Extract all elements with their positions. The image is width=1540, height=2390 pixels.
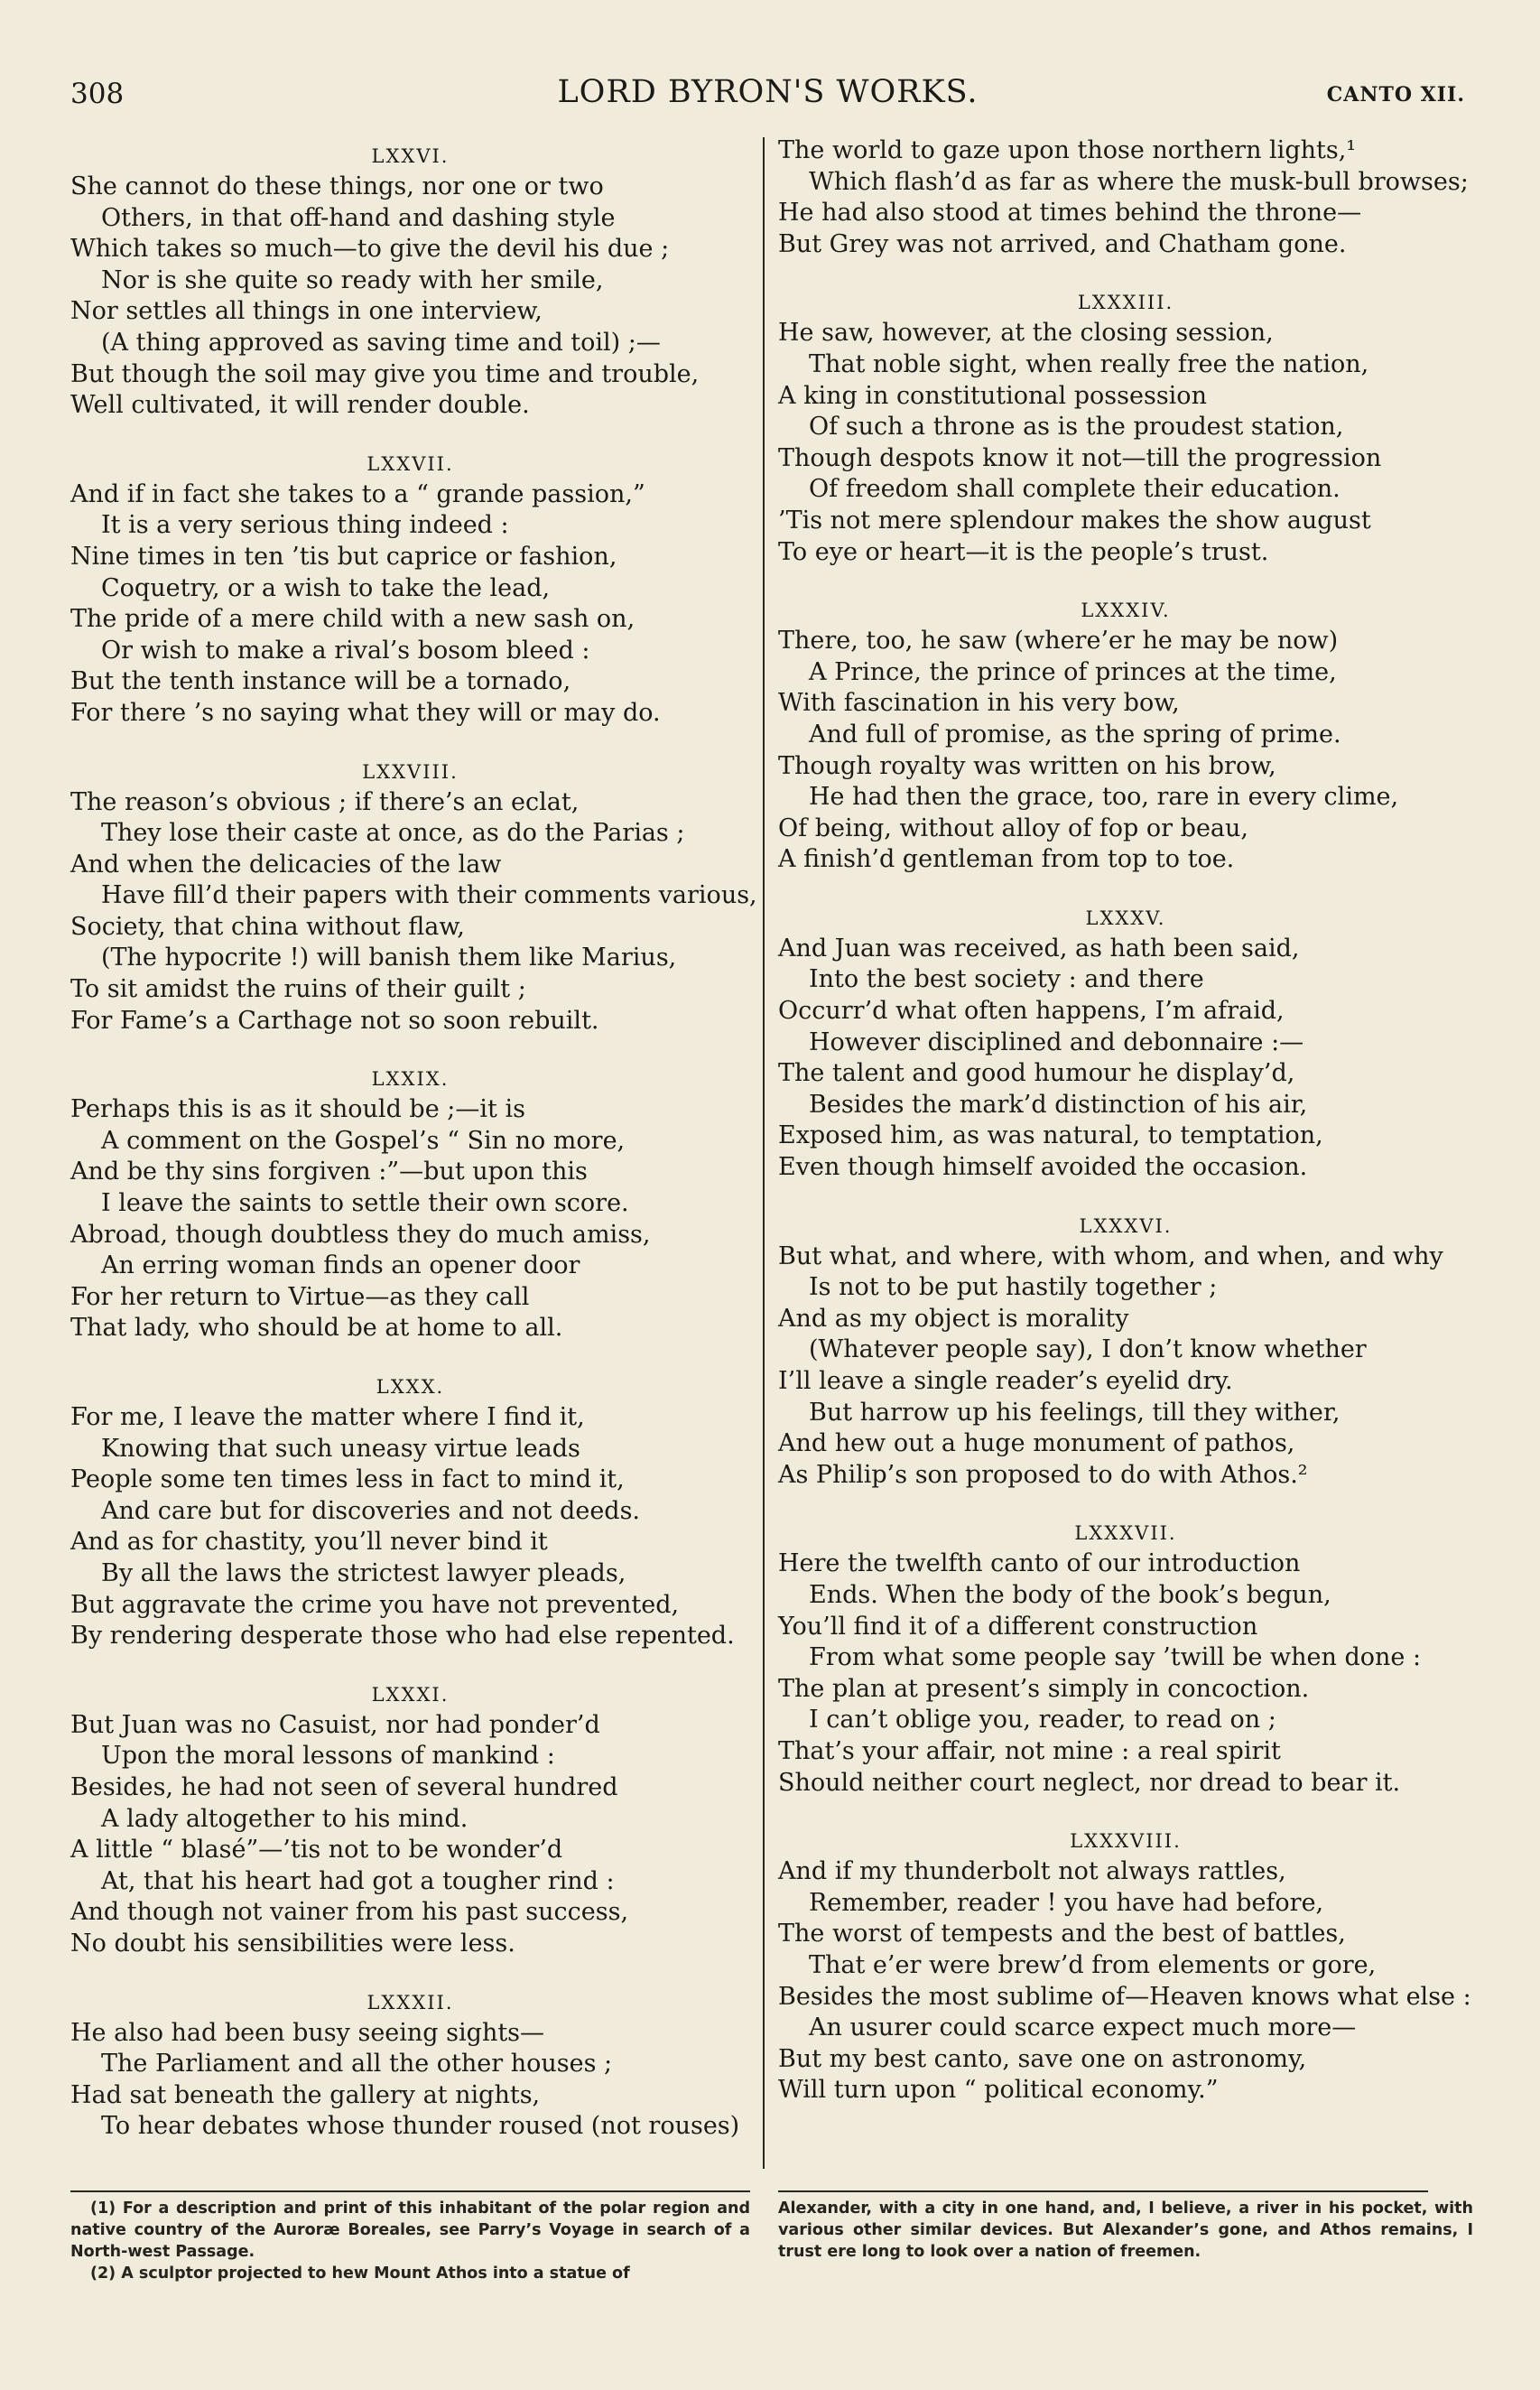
- verse-line: Which takes so much—to give the devil his due ;: [70, 235, 670, 264]
- verse-line: Upon the moral lessons of mankind :: [101, 1742, 555, 1771]
- verse-line: And as for chastity, you’ll never bind it: [70, 1528, 548, 1557]
- verse-line: Which flash’d as far as where the musk-bull browses;: [809, 167, 1469, 196]
- verse-line: And hew out a huge monument of pathos,: [778, 1429, 1295, 1458]
- verse-line: And if in fact she takes to a “ grande passion,”: [70, 479, 645, 508]
- verse-line: A Prince, the prince of princes at the time,: [809, 657, 1337, 686]
- stanza-numeral: LXXXVI.: [1079, 1214, 1173, 1237]
- verse-line: That noble sight, when really free the nation,: [809, 349, 1369, 378]
- footnote: (1) For a description and print of this inhabitant of the polar region and native country of the Auroræ Boreales, see Parry’s Voyage in search of a North-west Passage.: [70, 2199, 750, 2261]
- stanza: [778, 287, 1473, 568]
- verse-line: (The hypocrite !) will banish them like Marius,: [101, 944, 677, 972]
- verse-line: By all the laws the strictest lawyer pleads,: [101, 1558, 626, 1587]
- verse-line: Will turn upon “ political economy.”: [778, 2076, 1219, 2105]
- stanza: [70, 1679, 750, 1960]
- verse-line: But Grey was not arrived, and Chatham gone.: [778, 229, 1347, 258]
- footnotes-right: [778, 2198, 1473, 2263]
- verse-line: There, too, he saw (where’er he may be now): [778, 627, 1339, 656]
- verse-line: A king in constitutional possession: [778, 381, 1207, 410]
- verse-line: With fascination in his very bow,: [778, 689, 1180, 718]
- verse-line: And if my thunderbolt not always rattles,: [778, 1857, 1286, 1886]
- verse-line: But aggravate the crime you have not prevented,: [70, 1590, 680, 1619]
- verse-line: It is a very serious thing indeed :: [101, 511, 509, 540]
- footnotes-left: [70, 2198, 750, 2284]
- verse-line: For me, I leave the matter where I find it,: [70, 1403, 585, 1431]
- verse-line: But though the soil may give you time and trouble,: [70, 359, 700, 388]
- stanza-numeral: LXXXIII.: [1077, 292, 1174, 314]
- verse-line: Nor settles all things in one interview,: [70, 297, 543, 326]
- footnote: (2) A sculptor projected to hew Mount Athos into a statue of: [90, 2264, 630, 2283]
- verse-line: Though royalty was written on his brow,: [778, 751, 1276, 780]
- verse-line: And though not vainer from his past success,: [70, 1898, 629, 1927]
- verse-line: The plan at present’s simply in concoction.: [778, 1674, 1310, 1703]
- verse-line: The worst of tempests and the best of battles,: [778, 1920, 1346, 1948]
- verse-line: Coquetry, or a wish to take the lead,: [101, 573, 551, 602]
- verse-line: He also had been busy seeing sights—: [70, 2018, 545, 2047]
- stanza: [778, 1211, 1473, 1492]
- stanza-numeral: LXXXII.: [366, 1991, 454, 2013]
- verse-line: Perhaps this is as it should be ;—it is: [70, 1095, 525, 1124]
- verse-line: ’Tis not mere splendour makes the show august: [778, 506, 1371, 535]
- verse-line: An usurer could scarce expect much more—: [809, 2013, 1357, 2042]
- verse-line: A little “ blasé”—’tis not to be wonder’d: [70, 1836, 563, 1865]
- verse-line: Exposed him, as was natural, to temptation,: [778, 1121, 1323, 1150]
- stanza: [778, 1518, 1473, 1799]
- verse-line: And Juan was received, as hath been said,: [778, 934, 1300, 963]
- verse-line: Of freedom shall complete their education.: [809, 475, 1341, 504]
- verse-line: That lady, who should be at home to all.: [70, 1314, 563, 1343]
- verse-line: Ends. When the body of the book’s begun,: [809, 1580, 1331, 1609]
- stanza-numeral: LXXXIV.: [1081, 600, 1171, 622]
- canto-label: CANTO XII.: [1326, 83, 1465, 107]
- column-divider: [763, 137, 765, 2169]
- verse-line: And when the delicacies of the law: [70, 850, 502, 879]
- stanza: [70, 141, 750, 422]
- verse-line: As Philip’s son proposed to do with Athos.²: [778, 1460, 1308, 1489]
- verse-line: Is not to be put hastily together ;: [809, 1273, 1218, 1302]
- verse-line: A comment on the Gospel’s “ Sin no more,: [101, 1126, 626, 1155]
- verse-line: He had then the grace, too, rare in every clime,: [809, 783, 1399, 812]
- verse-line: (A thing approved as saving time and toil) ;—: [101, 328, 661, 357]
- verse-line: And be thy sins forgiven :”—but upon this: [70, 1158, 588, 1186]
- verse-line: Have fill’d their papers with their comments various,: [101, 881, 757, 910]
- footnote-rule-right: [778, 2190, 1428, 2192]
- verse-line: Or wish to make a rival’s bosom bleed :: [101, 636, 590, 665]
- verse-line: Besides, he had not seen of several hundred: [70, 1772, 618, 1801]
- footnote: Alexander, with a city in one hand, and, I believe, a river in his pocket, with various other similar devices. But Alexander’s gone, and Athos remains, I trust ere long to look over a nation of freemen.: [778, 2199, 1473, 2261]
- page-number: 308: [70, 78, 125, 110]
- verse-line: Nine times in ten ’tis but caprice or fashion,: [70, 542, 617, 571]
- verse-line: That e’er were brew’d from elements or gore,: [809, 1950, 1377, 1979]
- verse-line: She cannot do these things, nor one or two: [70, 172, 604, 200]
- verse-line: No doubt his sensibilities were less.: [70, 1929, 515, 1958]
- verse-line: Into the best society : and there: [809, 965, 1204, 994]
- verse-line: Occurr’d what often happens, I’m afraid,: [778, 997, 1285, 1026]
- verse-line: Besides the mark’d distinction of his air,: [809, 1090, 1308, 1119]
- stanza-numeral: LXXVI.: [371, 145, 450, 167]
- verse-line: For her return to Virtue—as they call: [70, 1282, 530, 1311]
- left-column: [70, 135, 757, 2143]
- stanza-numeral: LXXX.: [376, 1376, 445, 1398]
- verse-line: Abroad, though doubtless they do much amiss,: [70, 1220, 651, 1249]
- verse-line: Others, in that off-hand and dashing style: [101, 203, 616, 232]
- verse-line: The Parliament and all the other houses ;: [101, 2050, 613, 2078]
- verse-line: And as my object is morality: [778, 1304, 1129, 1333]
- verse-line: The talent and good humour he display’d,: [778, 1059, 1295, 1088]
- verse-line: Of being, without alloy of fop or beau,: [778, 814, 1248, 842]
- stanza: [778, 135, 1473, 260]
- stanza: [70, 1372, 750, 1652]
- verse-line: To sit amidst the ruins of their guilt ;: [70, 975, 526, 1004]
- verse-line: And care but for discoveries and not deeds.: [101, 1496, 641, 1525]
- verse-line: Knowing that such uneasy virtue leads: [101, 1434, 580, 1463]
- verse-line: By rendering desperate those who had else repented.: [70, 1622, 735, 1651]
- verse-line: A finish’d gentleman from top to toe.: [778, 845, 1235, 874]
- verse-line: You’ll find it of a different construction: [778, 1612, 1258, 1641]
- verse-line: Should neither court neglect, nor dread to bear it.: [778, 1768, 1401, 1797]
- stanza: [778, 595, 1473, 876]
- footnote-rule-left: [70, 2190, 750, 2192]
- verse-line: People some ten times less in fact to mind it,: [70, 1465, 625, 1494]
- verse-line: Well cultivated, it will render double.: [70, 391, 530, 420]
- verse-line: They lose their caste at once, as do the Parias ;: [101, 819, 685, 848]
- verse-line: A lady altogether to his mind.: [101, 1804, 468, 1833]
- stanza: [70, 1064, 750, 1344]
- stanza-numeral: LXXXVII.: [1074, 1522, 1177, 1545]
- verse-line: From what some people say ’twill be when done :: [809, 1643, 1422, 1672]
- verse-line: Had sat beneath the gallery at nights,: [70, 2080, 541, 2109]
- stanza-numeral: LXXIX.: [371, 1068, 450, 1091]
- verse-line: For Fame’s a Carthage not so soon rebuilt.: [70, 1006, 599, 1035]
- stanza: [70, 449, 750, 730]
- stanza-numeral: LXXVII.: [366, 452, 454, 475]
- verse-line: Even though himself avoided the occasion.: [778, 1153, 1308, 1182]
- verse-line: The pride of a mere child with a new sash on,: [70, 605, 635, 634]
- verse-line: An erring woman finds an opener door: [101, 1251, 580, 1280]
- right-column: [778, 135, 1473, 2106]
- verse-line: He saw, however, at the closing session,: [778, 319, 1274, 348]
- verse-line: Though despots know it not—till the progression: [778, 443, 1382, 472]
- verse-line: Society, that china without flaw,: [70, 912, 465, 941]
- verse-line: For there ’s no saying what they will or may do.: [70, 698, 661, 727]
- verse-line: To hear debates whose thunder roused (not rouses): [101, 2112, 740, 2141]
- stanza-numeral: LXXXVIII.: [1070, 1830, 1182, 1853]
- running-title: LORD BYRON'S WORKS.: [557, 74, 979, 110]
- verse-line: I leave the saints to settle their own score.: [101, 1189, 629, 1218]
- verse-line: To eye or heart—it is the people’s trust.: [778, 537, 1269, 566]
- stanza: [70, 757, 757, 1037]
- verse-line: At, that his heart had got a tougher rind :: [101, 1866, 615, 1895]
- verse-line: Remember, reader ! you have had before,: [809, 1888, 1324, 1917]
- stanza: [70, 1987, 750, 2143]
- verse-line: I can’t oblige you, reader, to read on ;: [809, 1706, 1276, 1734]
- page-header: [70, 70, 1465, 125]
- verse-line: The reason’s obvious ; if there’s an eclat,: [70, 787, 580, 816]
- verse-line: That’s your affair, not mine : a real spirit: [778, 1736, 1281, 1765]
- verse-line: But my best canto, save one on astronomy,: [778, 2044, 1307, 2073]
- verse-line: However disciplined and debonnaire :—: [809, 1028, 1304, 1056]
- stanza-numeral: LXXXV.: [1085, 907, 1166, 929]
- verse-line: (Whatever people say), I don’t know whether: [809, 1335, 1367, 1364]
- verse-line: Of such a throne as is the proudest station,: [809, 413, 1344, 442]
- stanza-numeral: LXXXI.: [371, 1683, 450, 1706]
- verse-line: I’ll leave a single reader’s eyelid dry.: [778, 1367, 1233, 1395]
- verse-line: But harrow up his feelings, till they wither,: [809, 1398, 1341, 1427]
- verse-line: The world to gaze upon those northern lights,¹: [778, 136, 1357, 164]
- verse-line: But what, and where, with whom, and when, and why: [778, 1241, 1443, 1270]
- verse-line: He had also stood at times behind the throne—: [778, 199, 1362, 228]
- stanza-numeral: LXXVIII.: [362, 760, 459, 783]
- verse-line: Here the twelfth canto of our introduction: [778, 1549, 1301, 1578]
- verse-line: Besides the most sublime of—Heaven knows what else :: [778, 1982, 1471, 2011]
- verse-line: And full of promise, as the spring of prime.: [809, 720, 1341, 749]
- verse-line: Nor is she quite so ready with her smile,: [101, 265, 604, 294]
- verse-line: But Juan was no Casuist, nor had ponder’d: [70, 1710, 600, 1739]
- stanza: [778, 903, 1473, 1184]
- verse-line: But the tenth instance will be a tornado,: [70, 667, 571, 696]
- stanza: [778, 1826, 1473, 2106]
